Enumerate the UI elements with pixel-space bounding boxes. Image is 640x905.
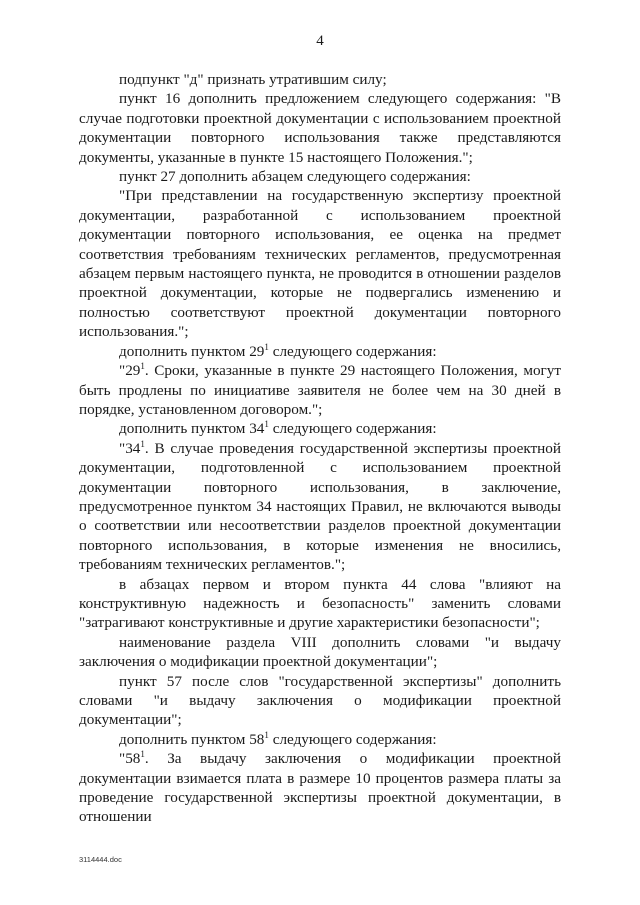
paragraph-text: дополнить пунктом 58 [119,730,265,748]
paragraph [79,419,561,438]
file-name-footer: 3114444.doc [79,855,122,864]
paragraph-text: следующего содержания: [268,730,437,748]
superscript: 1 [264,419,269,430]
superscript: 1 [140,361,145,372]
paragraph-text: . Сроки, указанные в пункте 29 настоящего Положения, могут быть продлены по инициативе заявителя не более чем на 30 дней в порядке, установленном договором."; [79,362,561,418]
paragraph-text: . В случае проведения государственной экспертизы проектной документации, подготовленной с использованием проектной документации повторного использования, в заключение, предусмотренное пунктом 34 настоящих Правил, не включаются выводы о соответствии или несоответствии разделов проектной документации повторного использования, в которые изменения не вносились, требованиям технических регламентов."; [79,439,561,574]
paragraph: наименование раздела VIII дополнить словами "и выдачу заключения о модификации проектной документации"; [79,633,561,671]
page-number: 4 [316,33,324,49]
paragraph-text: дополнить пунктом 29 [119,342,265,360]
paragraph [79,342,561,361]
paragraph-text: "58 [119,750,141,768]
paragraph: пункт 27 дополнить абзацем следующего содержания: [119,168,471,186]
paragraph-text: "29 [119,362,141,380]
superscript: 1 [264,341,269,352]
superscript: 1 [140,438,145,449]
paragraph: в абзацах первом и втором пункта 44 слова "влияют на конструктивную надежность и безопасность" заменить словами "затрагивают конструктивные и другие характеристики безопасности"; [79,575,561,632]
paragraph: пункт 57 после слов "государственной экспертизы" дополнить словами "и выдачу заключения о модификации проектной документации"; [79,672,561,729]
paragraph-text: "34 [119,439,141,457]
superscript: 1 [140,749,145,760]
paragraph: "При представлении на государственную экспертизу проектной документации, разработанной с использованием проектной документации повторного использования, ее оценка на предмет соответствия требованиям технических регламентов, предусмотренная абзацем первым настоящего пункта, не проводится в отношении разделов проектной документации, которые не подвергались изменению и полностью соответствуют проектной документации повторного использования."; [79,187,561,341]
paragraph-text: . За выдачу заключения о модификации проектной документации взимается плата в размере 10 процентов размера платы за проведение государственной экспертизы проектной документации, в отношении [79,750,561,826]
paragraph: подпункт "д" признать утратившим силу; [119,71,387,88]
paragraph [79,439,561,575]
paragraph [79,361,561,419]
document-body [79,70,561,827]
paragraph-text: следующего содержания: [268,420,437,438]
paragraph [79,749,561,827]
paragraph [79,730,561,749]
paragraph-text: дополнить пунктом 34 [119,420,265,438]
superscript: 1 [264,729,269,740]
paragraph: пункт 16 дополнить предложением следующего содержания: "В случае подготовки проектной документации с использованием проектной документации повторного использования также представляются документы, указанные в пункте 15 настоящего Положения."; [79,90,561,166]
paragraph-text: следующего содержания: [268,342,437,360]
